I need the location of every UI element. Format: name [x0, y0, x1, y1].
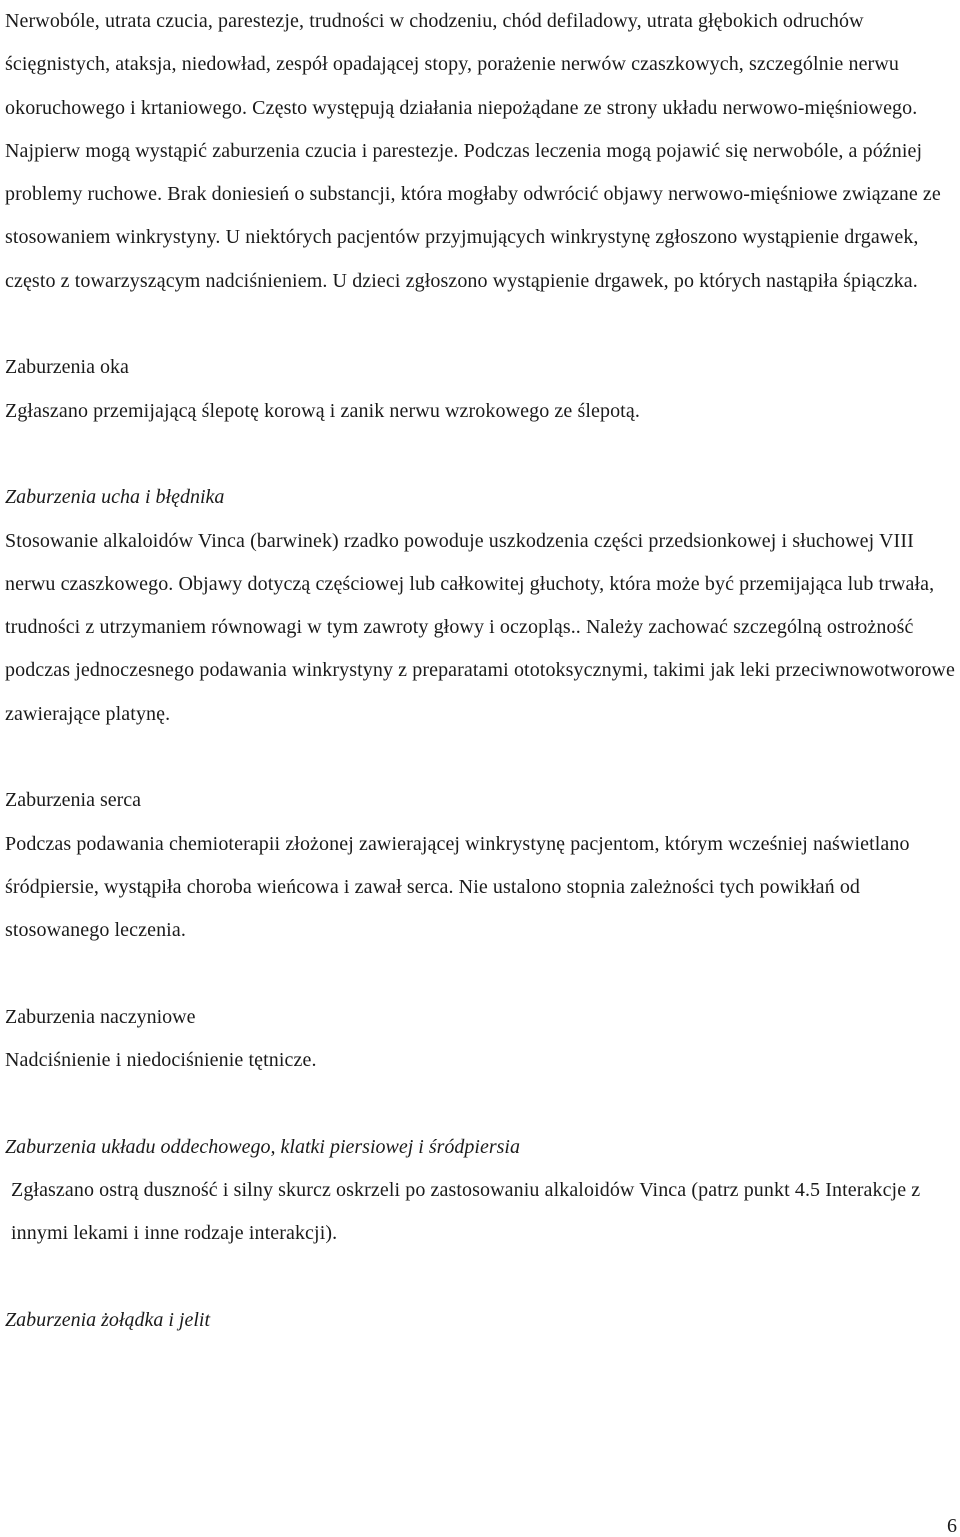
spacer [5, 736, 955, 779]
section-heading-vascular: Zaburzenia naczyniowe [5, 1005, 196, 1028]
intro-paragraph: Nerwobóle, utrata czucia, parestezje, trudności w chodzeniu, chód defiladowy, utrata głębokich odruchów ścięgnistych, ataksja, niedowład, zespół opadającej stopy, porażenie nerwów czaszkowych, szczególnie nerwu okoruchowego i krtaniowego. Często występują działania niepożądane ze strony układu nerwowo-mięśniowego. Najpierw mogą wystąpić zaburzenia czucia i parestezje. Podczas leczenia mogą pojawić się nerwobóle, a później problemy ruchowe. Brak doniesień o substancji, która mogłaby odwrócić objawy nerwowo-mięśniowe związane ze stosowaniem winkrystyny. U niektórych pacjentów przyjmujących winkrystynę zgłoszono wystąpienie drgawek, często z towarzyszącym nadciśnieniem. U dzieci zgłoszono wystąpienie drgawek, po których nastąpiła śpiączka. [5, 10, 941, 292]
section-heading-gastro: Zaburzenia żołądka i jelit [5, 1308, 210, 1331]
section-body-ear: Stosowanie alkaloidów Vinca (barwinek) rzadko powoduje uszkodzenia części przedsionkowej i słuchowej VIII nerwu czaszkowego. Objawy dotyczą częściowej lub całkowitej głuchoty, która może być przemijająca lub trwała, trudności z utrzymaniem równowagi w tym zawroty głowy i oczopląs.. Należy zachować szczególną ostrożność podczas jednoczesnego podawania winkrystyny z preparatami ototoksycznymi, takimi jak leki przeciwnowotworowe zawierające platynę. [5, 529, 955, 725]
section-heading-ear: Zaburzenia ucha i błędnika [5, 486, 225, 509]
section-heading-respiratory: Zaburzenia układu oddechowego, klatki piersiowej i śródpiersia [5, 1135, 520, 1158]
spacer [5, 953, 955, 996]
spacer [5, 433, 955, 476]
document-page [5, 0, 955, 1342]
section-body-respiratory: Zgłaszano ostrą duszność i silny skurcz oskrzeli po zastosowaniu alkaloidów Vinca (patrz punkt 4.5 Interakcje z innymi lekami i inne rodzaje interakcji). [11, 1179, 921, 1245]
section-heading-heart: Zaburzenia serca [5, 789, 142, 812]
section-body-vascular: Nadciśnienie i niedociśnienie tętnicze. [5, 1049, 317, 1072]
section-body-heart: Podczas podawania chemioterapii złożonej zawierającej winkrystynę pacjentom, którym wcześniej naświetlano śródpiersie, wystąpiła choroba wieńcowa i zawał serca. Nie ustalono stopnia zależności tych powikłań od stosowanego leczenia. [5, 832, 910, 942]
section-body-eye: Zgłaszano przemijającą ślepotę korową i zanik nerwu wzrokowego ze ślepotą. [5, 399, 640, 422]
spacer [5, 1082, 955, 1125]
spacer [5, 303, 955, 346]
spacer [5, 1256, 955, 1299]
section-heading-eye: Zaburzenia oka [5, 356, 129, 379]
page-number: 6 [947, 1515, 957, 1537]
